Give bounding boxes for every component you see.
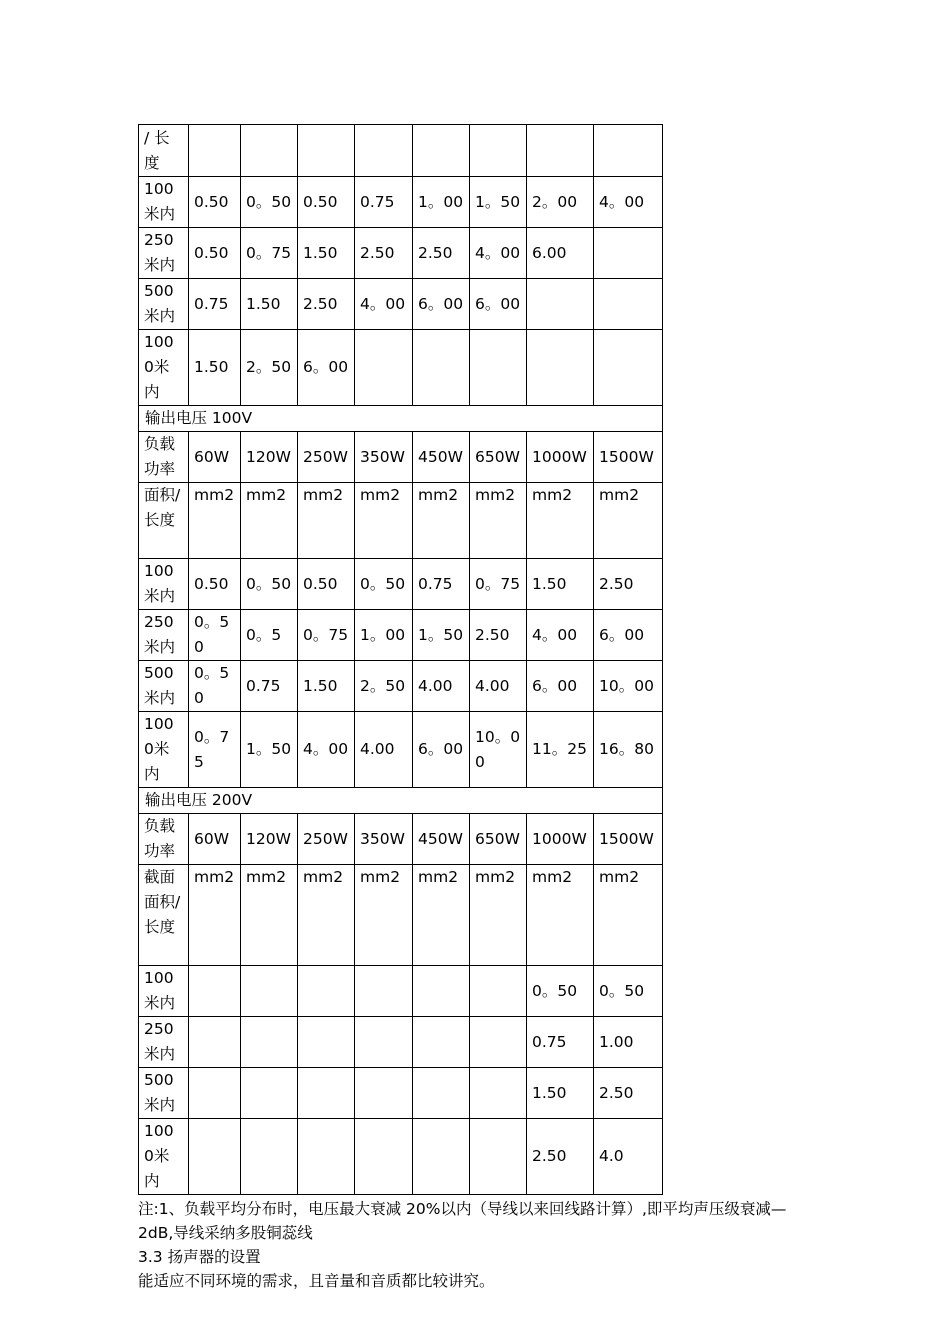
header-cell: 350W: [355, 814, 413, 865]
table-cell: [413, 1119, 470, 1195]
header-cell: 350W: [355, 432, 413, 483]
header-cell: 120W: [241, 814, 298, 865]
table-cell: 0。50: [527, 966, 594, 1017]
table-cell: 0。50: [189, 661, 241, 712]
table-cell: 1.50: [527, 1068, 594, 1119]
section-heading: 3.3 扬声器的设置: [138, 1248, 261, 1266]
table-cell: [241, 1017, 298, 1068]
table-cell: [241, 966, 298, 1017]
table-cell: [355, 966, 413, 1017]
row-label-cell: 100米内: [139, 559, 189, 610]
table-cell: 6。00: [594, 610, 663, 661]
table-cell: [470, 1017, 527, 1068]
table-cell: 4.00: [355, 712, 413, 788]
table-row: [139, 661, 663, 712]
table-header-row: [139, 814, 663, 865]
table-cell: 1.50: [298, 228, 355, 279]
table-cell: 0.75: [189, 279, 241, 330]
table-cell: 6.00: [527, 228, 594, 279]
table-cell: 2.50: [355, 228, 413, 279]
table-cell: [298, 1017, 355, 1068]
row-label-cell: 250米内: [139, 228, 189, 279]
table-cell: 1。00: [355, 610, 413, 661]
table-header-row: [139, 432, 663, 483]
table-row: [139, 279, 663, 330]
table-cell: mm2: [189, 865, 241, 966]
table-cell: mm2: [413, 865, 470, 966]
row-label-cell: 100米内: [139, 177, 189, 228]
header-cell: 1000W: [527, 814, 594, 865]
table-cell: [527, 330, 594, 406]
header-cell: 250W: [298, 432, 355, 483]
table-cell: [594, 279, 663, 330]
row-label-cell: 500米内: [139, 661, 189, 712]
row-label-cell: 面积/ 长度: [139, 483, 189, 559]
section-title: 输出电压 100V: [139, 406, 663, 432]
header-cell: 120W: [241, 432, 298, 483]
table-row: [139, 1017, 663, 1068]
row-label-cell: 截面面积/ 长度: [139, 865, 189, 966]
table-cell: [298, 966, 355, 1017]
table-cell: [413, 966, 470, 1017]
header-cell: 60W: [189, 814, 241, 865]
table-cell: mm2: [470, 865, 527, 966]
table-cell: 2.50: [594, 1068, 663, 1119]
row-label-cell: 500米内: [139, 279, 189, 330]
table-cell: 0。50: [241, 177, 298, 228]
table-cell: 0。75: [241, 228, 298, 279]
table-cell: [413, 125, 470, 177]
row-label-cell: 250米内: [139, 610, 189, 661]
table-cell: 2.50: [298, 279, 355, 330]
table-cell: mm2: [527, 865, 594, 966]
table-cell: [355, 330, 413, 406]
table-cell: [470, 330, 527, 406]
table-row: [139, 330, 663, 406]
table-cell: 0.75: [413, 559, 470, 610]
table-cell: mm2: [298, 865, 355, 966]
table-cell: 0.50: [298, 177, 355, 228]
table-cell: 11。25: [527, 712, 594, 788]
table-cell: [189, 966, 241, 1017]
table-cell: 0.50: [298, 559, 355, 610]
table-cell: [470, 1119, 527, 1195]
table-cell: 0.50: [189, 559, 241, 610]
table-cell: 2.50: [470, 610, 527, 661]
table-cell: 10。00: [470, 712, 527, 788]
table-cell: [355, 1119, 413, 1195]
table-cell: [189, 1017, 241, 1068]
section-title: 输出电压 200V: [139, 788, 663, 814]
header-cell: 650W: [470, 814, 527, 865]
table-cell: 0.75: [241, 661, 298, 712]
table-cell: mm2: [241, 865, 298, 966]
table-cell: 2。50: [241, 330, 298, 406]
table-row: [139, 865, 663, 966]
table-cell: 2.50: [527, 1119, 594, 1195]
row-label-cell: 1000米内: [139, 1119, 189, 1195]
row-label-cell: 负载功率: [139, 814, 189, 865]
table-cell: [241, 1068, 298, 1119]
header-cell: 650W: [470, 432, 527, 483]
table-cell: [594, 125, 663, 177]
table-cell: mm2: [241, 483, 298, 559]
table-cell: 1。50: [413, 610, 470, 661]
table-cell: mm2: [298, 483, 355, 559]
table-cell: mm2: [355, 483, 413, 559]
table-cell: 0。50: [594, 966, 663, 1017]
table-row: [139, 125, 663, 177]
table-cell: 0。50: [189, 610, 241, 661]
table-cell: [413, 330, 470, 406]
table-cell: 2.50: [413, 228, 470, 279]
table-cell: [298, 1068, 355, 1119]
table-cell: mm2: [413, 483, 470, 559]
table-cell: 10。00: [594, 661, 663, 712]
section-title-row: [139, 406, 663, 432]
table-cell: 6。00: [298, 330, 355, 406]
table-cell: 6。00: [413, 279, 470, 330]
header-cell: 450W: [413, 432, 470, 483]
table-cell: [355, 1068, 413, 1119]
table-cell: 1.50: [241, 279, 298, 330]
table-row: [139, 228, 663, 279]
table-cell: [241, 1119, 298, 1195]
table-cell: mm2: [470, 483, 527, 559]
table-cell: [413, 1017, 470, 1068]
table-cell: 1。50: [470, 177, 527, 228]
table-row: [139, 559, 663, 610]
table-cell: [470, 966, 527, 1017]
table-cell: [241, 125, 298, 177]
table-cell: 0。75: [189, 712, 241, 788]
table-cell: [298, 1119, 355, 1195]
table-row: [139, 712, 663, 788]
table-cell: 0.50: [189, 228, 241, 279]
table-cell: 6。00: [413, 712, 470, 788]
table-cell: 1.50: [298, 661, 355, 712]
header-cell: 60W: [189, 432, 241, 483]
table-cell: 4。00: [470, 228, 527, 279]
table-row: [139, 483, 663, 559]
table-cell: mm2: [594, 865, 663, 966]
table-cell: 6。00: [470, 279, 527, 330]
row-label-cell: 1000米内: [139, 330, 189, 406]
table-cell: 1.50: [527, 559, 594, 610]
row-label-cell: 500米内: [139, 1068, 189, 1119]
table-cell: 6。00: [527, 661, 594, 712]
table-cell: 0。75: [298, 610, 355, 661]
section-title-row: [139, 788, 663, 814]
table-cell: [594, 228, 663, 279]
section-body: 能适应不同环境的需求，且音量和音质都比较讲究。: [138, 1272, 495, 1290]
table-cell: 0。50: [241, 559, 298, 610]
notes-section: [138, 1197, 818, 1293]
table-cell: [527, 125, 594, 177]
table-cell: 4。00: [355, 279, 413, 330]
table-cell: [189, 1119, 241, 1195]
table-row: [139, 1119, 663, 1195]
table-cell: [189, 1068, 241, 1119]
table-cell: 2.50: [594, 559, 663, 610]
table-cell: [355, 1017, 413, 1068]
table-cell: [470, 1068, 527, 1119]
header-cell: 1500W: [594, 432, 663, 483]
table-cell: 4.00: [413, 661, 470, 712]
table-cell: 0。5: [241, 610, 298, 661]
table-cell: mm2: [527, 483, 594, 559]
header-cell: 250W: [298, 814, 355, 865]
table-cell: [189, 125, 241, 177]
row-label-cell: 1000米内: [139, 712, 189, 788]
table-cell: [355, 125, 413, 177]
cable-spec-table: [138, 124, 663, 1195]
table-cell: 4。00: [298, 712, 355, 788]
header-cell: 450W: [413, 814, 470, 865]
table-row: [139, 177, 663, 228]
table-cell: 4。00: [594, 177, 663, 228]
header-cell: 1500W: [594, 814, 663, 865]
header-cell: 1000W: [527, 432, 594, 483]
table-row: [139, 966, 663, 1017]
table-cell: [594, 330, 663, 406]
table-cell: 1.00: [594, 1017, 663, 1068]
row-label-cell: 100米内: [139, 966, 189, 1017]
table-cell: 1。50: [241, 712, 298, 788]
table-cell: 1.50: [189, 330, 241, 406]
table-cell: [298, 125, 355, 177]
table-cell: mm2: [189, 483, 241, 559]
table-cell: [413, 1068, 470, 1119]
row-label-cell: 250米内: [139, 1017, 189, 1068]
table-cell: 1。00: [413, 177, 470, 228]
table-cell: 4.0: [594, 1119, 663, 1195]
table-cell: 2。50: [355, 661, 413, 712]
row-label-cell: 负载功率: [139, 432, 189, 483]
document-page: [138, 124, 818, 1293]
table-row: [139, 1068, 663, 1119]
table-cell: 0.75: [355, 177, 413, 228]
table-cell: [470, 125, 527, 177]
table-cell: mm2: [594, 483, 663, 559]
table-cell: 16。80: [594, 712, 663, 788]
table-note: 注:1、负载平均分布时，电压最大衰减 20%以内（导线以来回线路计算）,即平均声压级衰减—2dB,导线采纳多股铜蕊线: [138, 1200, 787, 1242]
table-cell: 0。50: [355, 559, 413, 610]
row-label-cell: / 长度: [139, 125, 189, 177]
table-cell: [527, 279, 594, 330]
table-cell: 4.00: [470, 661, 527, 712]
table-cell: 0。75: [470, 559, 527, 610]
table-cell: 0.75: [527, 1017, 594, 1068]
table-cell: 2。00: [527, 177, 594, 228]
table-row: [139, 610, 663, 661]
table-cell: 0.50: [189, 177, 241, 228]
table-cell: 4。00: [527, 610, 594, 661]
table-cell: mm2: [355, 865, 413, 966]
